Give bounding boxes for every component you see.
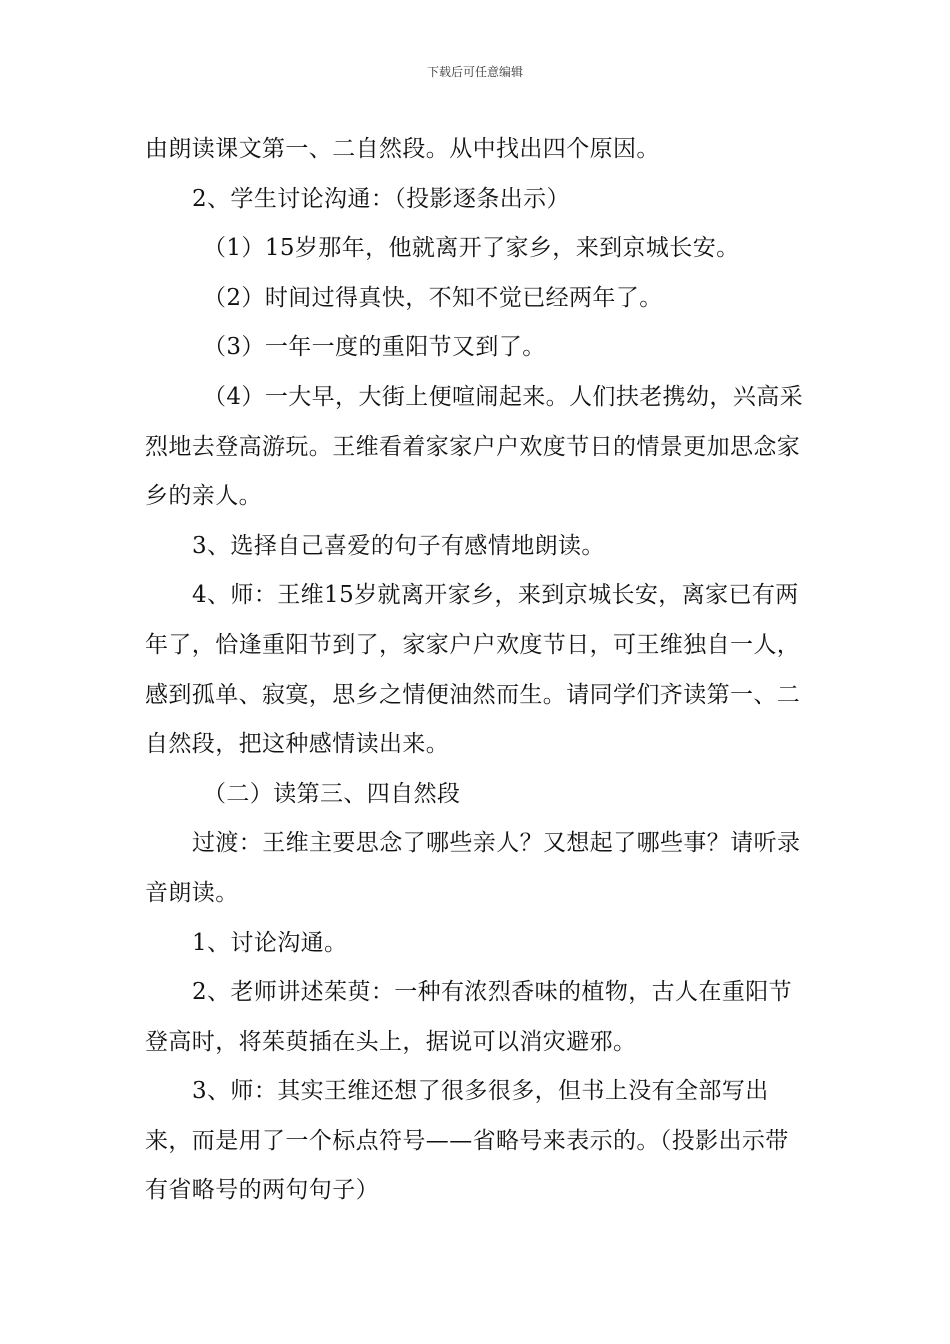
paragraph-discussion: 2、学生讨论沟通：（投影逐条出示） <box>192 185 570 212</box>
paragraph-zhuyu: 2、老师讲述茱萸：一种有浓烈香味的植物，古人在重阳节登高时，将茱萸插在头上，据说可以消灾避邪。 <box>145 979 793 1055</box>
paragraph-discuss: 1、讨论沟通。 <box>192 929 348 956</box>
document-body <box>145 125 810 1216</box>
page-header-note: 下载后可任意编辑 <box>426 65 523 79</box>
paragraph-reason-4: （4）一大早，大街上便喧闹起来。人们扶老携幼，兴高采烈地去登高游玩。王维看着家家户户欢度节日的情景更加思念家乡的亲人。 <box>145 383 804 510</box>
paragraph-reason-1: （1）15岁那年，他就离开了家乡，来到京城长安。 <box>203 235 740 262</box>
paragraph-reason-2: （2）时间过得真快，不知不觉已经两年了。 <box>203 284 663 311</box>
paragraph-transition: 过渡：王维主要思念了哪些亲人？又想起了哪些事？请听录音朗读。 <box>145 830 801 906</box>
section-heading-part-two: （二）读第三、四自然段 <box>203 780 461 807</box>
paragraph-ellipsis: 3、师：其实王维还想了很多很多，但书上没有全部写出来，而是用了一个标点符号——省略号来表示的。（投影出示带有省略号的两句句子） <box>145 1078 789 1204</box>
paragraph-teacher-summary: 4、师：王维15岁就离开家乡，来到京城长安，离家已有两年了，恰逢重阳节到了，家家户户欢度节日，可王维独自一人，感到孤单、寂寞，思乡之情便油然而生。请同学们齐读第一、二自然段，把这种感情读出来。 <box>145 582 801 758</box>
paragraph-reason-3: （3）一年一度的重阳节又到了。 <box>203 334 546 361</box>
paragraph-intro: 由朗读课文第一、二自然段。从中找出四个原因。 <box>145 136 660 162</box>
paragraph-reading-choice: 3、选择自己喜爱的句子有感情地朗读。 <box>192 532 605 559</box>
